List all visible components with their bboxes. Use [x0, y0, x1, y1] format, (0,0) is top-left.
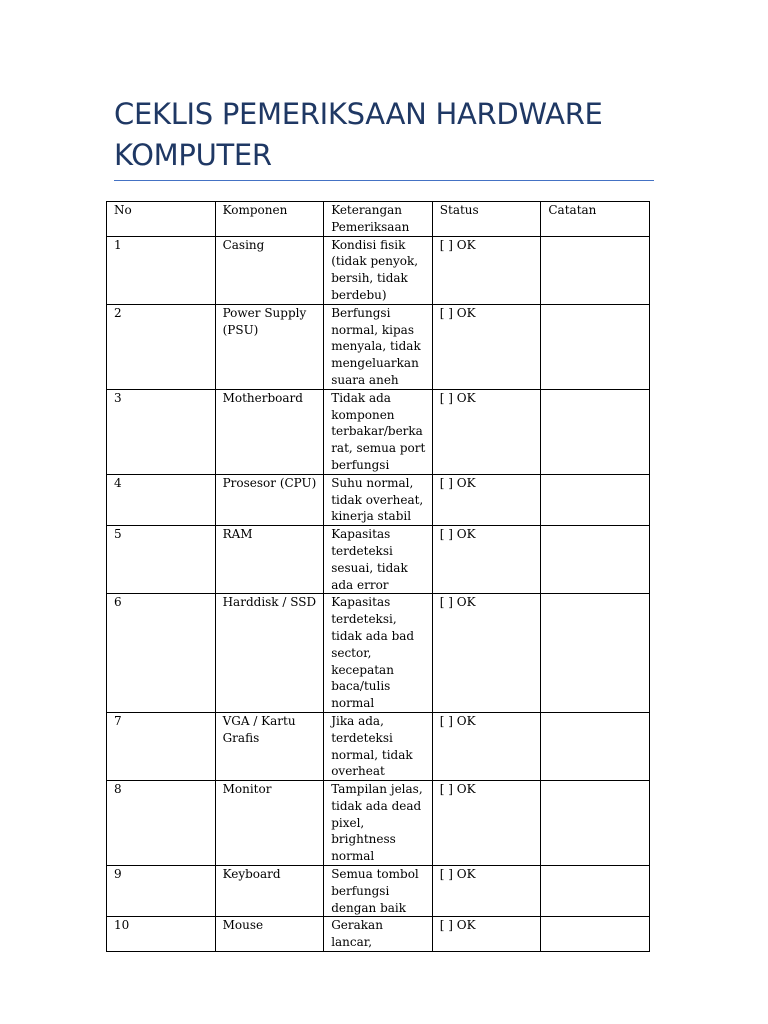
table-row: [107, 917, 650, 952]
cell-keterangan: Tidak ada komponen terbakar/berka rat, semua port berfungsi: [324, 389, 433, 474]
cell-status: [ ] OK: [432, 866, 541, 917]
table-row: [107, 526, 650, 594]
cell-komponen: Power Supply (PSU): [215, 304, 324, 389]
cell-status: [ ] OK: [432, 917, 541, 952]
cell-komponen: Monitor: [215, 781, 324, 866]
cell-status: [ ] OK: [432, 712, 541, 780]
cell-status: [ ] OK: [432, 389, 541, 474]
header-cell-komponen: Komponen: [215, 202, 324, 237]
cell-no: 8: [107, 781, 216, 866]
table-row: [107, 474, 650, 525]
cell-keterangan: Kapasitas terdeteksi sesuai, tidak ada error: [324, 526, 433, 594]
cell-catatan[interactable]: [541, 389, 650, 474]
cell-catatan[interactable]: [541, 526, 650, 594]
cell-no: 10: [107, 917, 216, 952]
document-title-line-2: KOMPUTER: [114, 138, 272, 172]
document-title: [114, 94, 654, 176]
title-underline: [114, 180, 654, 181]
table-row: [107, 304, 650, 389]
cell-status: [ ] OK: [432, 594, 541, 713]
cell-komponen: Harddisk / SSD: [215, 594, 324, 713]
document-title-line-1: CEKLIS PEMERIKSAAN HARDWARE: [114, 97, 603, 131]
cell-no: 1: [107, 236, 216, 304]
cell-catatan[interactable]: [541, 866, 650, 917]
cell-komponen: Mouse: [215, 917, 324, 952]
cell-no: 3: [107, 389, 216, 474]
cell-catatan[interactable]: [541, 474, 650, 525]
cell-no: 6: [107, 594, 216, 713]
table-row: [107, 389, 650, 474]
cell-no: 2: [107, 304, 216, 389]
cell-keterangan: Suhu normal, tidak overheat, kinerja stabil: [324, 474, 433, 525]
cell-keterangan: Kapasitas terdeteksi, tidak ada bad sector, kecepatan baca/tulis normal: [324, 594, 433, 713]
cell-catatan[interactable]: [541, 712, 650, 780]
cell-komponen: Motherboard: [215, 389, 324, 474]
cell-komponen: Prosesor (CPU): [215, 474, 324, 525]
cell-status: [ ] OK: [432, 236, 541, 304]
cell-komponen: Keyboard: [215, 866, 324, 917]
cell-komponen: RAM: [215, 526, 324, 594]
cell-no: 7: [107, 712, 216, 780]
cell-keterangan: Tampilan jelas, tidak ada dead pixel, brightness normal: [324, 781, 433, 866]
cell-status: [ ] OK: [432, 304, 541, 389]
cell-keterangan: Berfungsi normal, kipas menyala, tidak mengeluarkan suara aneh: [324, 304, 433, 389]
cell-keterangan: Gerakan lancar,: [324, 917, 433, 952]
cell-catatan[interactable]: [541, 236, 650, 304]
header-cell-keterangan: Keterangan Pemeriksaan: [324, 202, 433, 237]
table-row: [107, 781, 650, 866]
cell-no: 5: [107, 526, 216, 594]
header-cell-catatan: Catatan: [541, 202, 650, 237]
table-row: [107, 866, 650, 917]
table-header-row: [107, 202, 650, 237]
header-cell-no: No: [107, 202, 216, 237]
table-row: [107, 594, 650, 713]
header-cell-status: Status: [432, 202, 541, 237]
table-row: [107, 712, 650, 780]
cell-komponen: Casing: [215, 236, 324, 304]
cell-catatan[interactable]: [541, 594, 650, 713]
cell-status: [ ] OK: [432, 474, 541, 525]
cell-keterangan: Jika ada, terdeteksi normal, tidak overheat: [324, 712, 433, 780]
checklist-table: [106, 201, 650, 952]
cell-status: [ ] OK: [432, 526, 541, 594]
cell-no: 9: [107, 866, 216, 917]
cell-no: 4: [107, 474, 216, 525]
cell-keterangan: Semua tombol berfungsi dengan baik: [324, 866, 433, 917]
cell-komponen: VGA / Kartu Grafis: [215, 712, 324, 780]
table-row: [107, 236, 650, 304]
cell-status: [ ] OK: [432, 781, 541, 866]
cell-keterangan: Kondisi fisik (tidak penyok, bersih, tidak berdebu): [324, 236, 433, 304]
cell-catatan[interactable]: [541, 917, 650, 952]
cell-catatan[interactable]: [541, 304, 650, 389]
cell-catatan[interactable]: [541, 781, 650, 866]
